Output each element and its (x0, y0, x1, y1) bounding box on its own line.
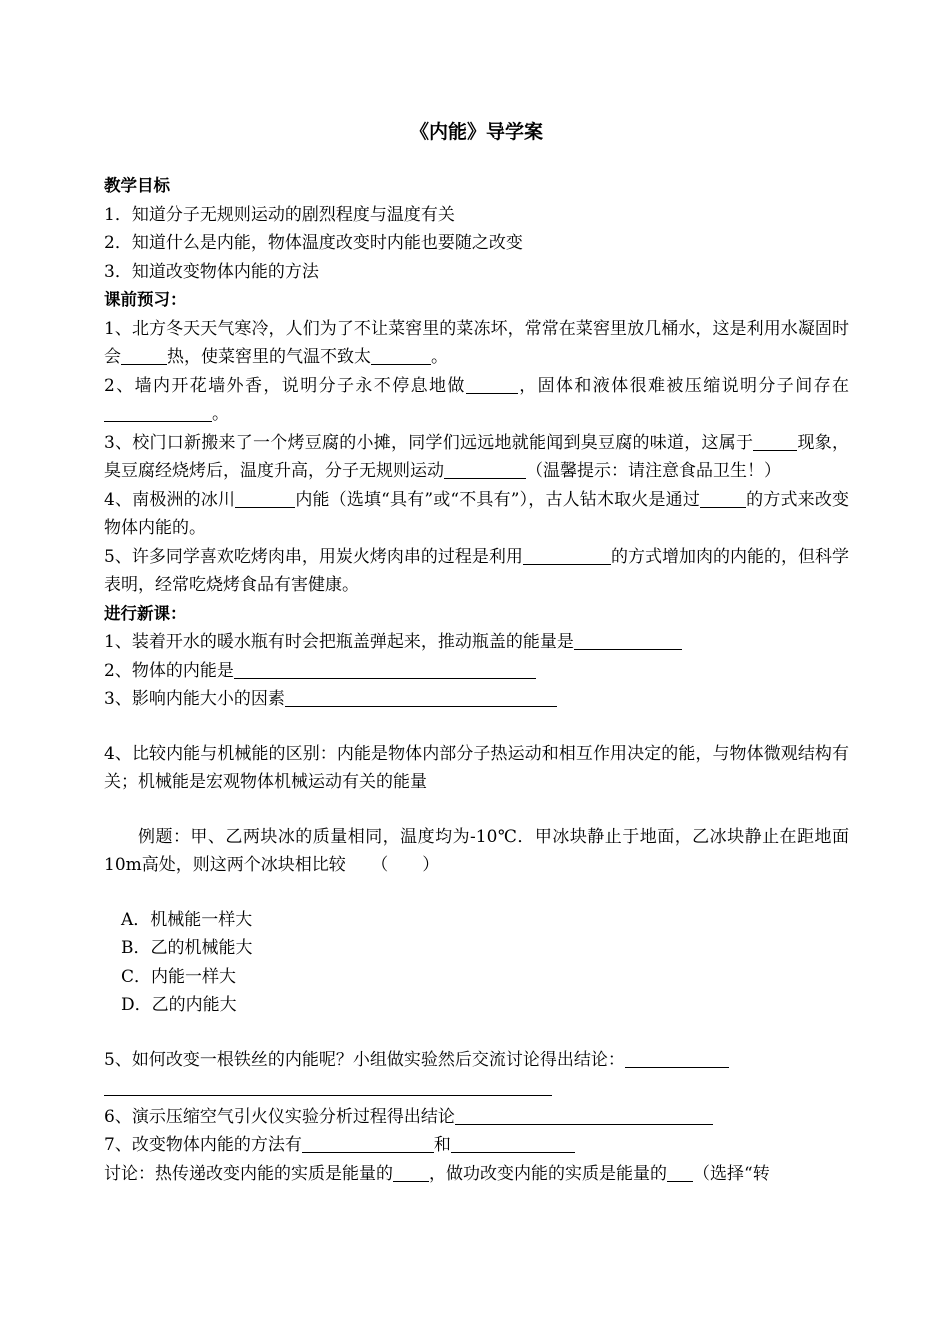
objective-item: 1．知道分子无规则运动的剧烈程度与温度有关 (104, 204, 455, 225)
answer-blank[interactable] (574, 631, 682, 650)
answer-line (104, 1074, 849, 1103)
option-a[interactable]: A．机械能一样大 (121, 909, 253, 930)
option-d[interactable]: D．乙的内能大 (121, 995, 237, 1015)
worksheet-page (104, 118, 849, 1188)
lesson-question-4: 4、比较内能与机械能的区别：内能是物体内部分子热运动和相互作用决定的能，与物体微观结构有关；机械能是宏观物体机械运动有关的能量 (104, 743, 849, 792)
answer-blank[interactable] (393, 1163, 429, 1182)
option-c[interactable]: C．内能一样大 (121, 966, 237, 987)
preview-question-5: 5、许多同学喜欢吃烤肉串，用炭火烤肉串的过程是利用 的方式增加肉的内能的，但科学表明，经常吃烧烤食品有害健康。 (104, 546, 849, 595)
preview-heading: 课前预习： (104, 290, 187, 309)
spacer (104, 1020, 849, 1046)
answer-blank[interactable] (444, 460, 526, 479)
answer-blank[interactable] (451, 1134, 575, 1153)
answer-blank[interactable] (625, 1049, 729, 1068)
preview-question-1: 1、北方冬天天气寒冷，人们为了不让菜窖里的菜冻坏，常常在菜窖里放几桶水，这是利用水凝固时会 热，使菜窖里的气温不致太 。 (104, 318, 849, 367)
answer-blank[interactable] (455, 1106, 713, 1125)
preview-question-4: 4、南极洲的冰川 内能（选填“具有”或“不具有”），古人钻木取火是通过 的方式来改变物体内能的。 (104, 489, 849, 538)
lesson-question-7: 7、改变物体内能的方法有 和 (104, 1131, 849, 1160)
objective-item: 2．知道什么是内能，物体温度改变时内能也要随之改变 (104, 233, 523, 253)
spacer (104, 714, 849, 740)
answer-blank[interactable] (104, 403, 212, 422)
page-title: 《内能》导学案 (409, 121, 543, 143)
answer-blank[interactable] (302, 1134, 434, 1153)
lesson-question-2: 2、物体的内能是 (104, 657, 849, 686)
answer-blank[interactable] (121, 346, 167, 365)
answer-blank[interactable] (753, 432, 797, 451)
spacer (104, 797, 849, 823)
answer-blank[interactable] (700, 489, 746, 508)
answer-blank[interactable] (234, 660, 536, 679)
lesson-question-6: 6、演示压缩空气引火仪实验分析过程得出结论 (104, 1103, 849, 1132)
answer-blank[interactable] (104, 1077, 552, 1096)
lesson-question-1: 1、装着开水的暖水瓶有时会把瓶盖弹起来，推动瓶盖的能量是 (104, 628, 849, 657)
lesson-question-3: 3、影响内能大小的因素 (104, 685, 849, 714)
example-question: 例题：甲、乙两块冰的质量相同，温度均为-10℃．甲冰块静止于地面，乙冰块静止在距地面10m高处，则这两个冰块相比较 （ ） (104, 826, 849, 875)
answer-blank[interactable] (371, 346, 431, 365)
answer-blank[interactable] (466, 375, 518, 394)
objectives-heading: 教学目标 (104, 176, 170, 195)
objective-item: 3．知道改变物体内能的方法 (104, 261, 319, 282)
preview-question-2: 2、墙内开花墙外香，说明分子永不停息地做 ，固体和液体很难被压缩说明分子间存在。 (104, 375, 849, 424)
answer-blank[interactable] (285, 688, 557, 707)
lesson-question-5: 5、如何改变一根铁丝的内能呢？小组做实验然后交流讨论得出结论： (104, 1046, 849, 1075)
answer-blank[interactable] (667, 1163, 693, 1182)
discussion: 讨论：热传递改变内能的实质是能量的 ，做功改变内能的实质是能量的 （选择“转 (104, 1163, 770, 1184)
option-b[interactable]: B．乙的机械能大 (121, 938, 253, 958)
answer-blank[interactable] (235, 489, 295, 508)
preview-question-3: 3、校门口新搬来了一个烤豆腐的小摊，同学们远远地就能闻到臭豆腐的味道，这属于 现象，臭豆腐经烧烤后，温度升高，分子无规则运动 （温馨提示：请注意食品卫生！） (104, 432, 849, 481)
spacer (104, 880, 849, 906)
answer-blank[interactable] (523, 546, 611, 565)
lesson-heading: 进行新课： (104, 603, 187, 623)
